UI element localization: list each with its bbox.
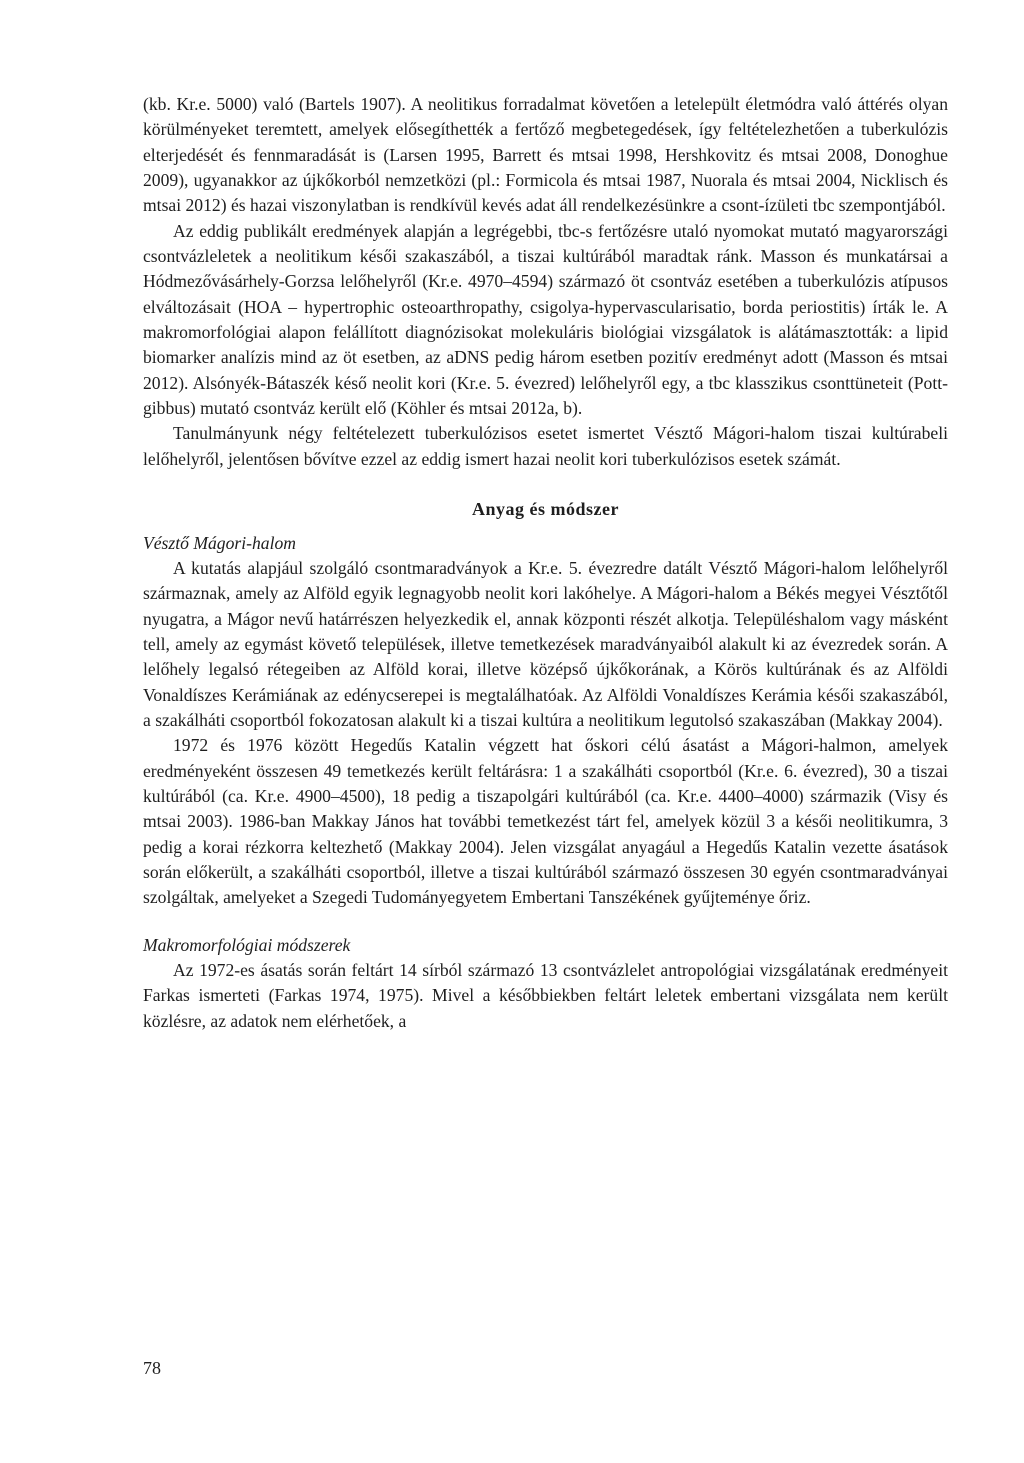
intro-paragraph-2: Az eddig publikált eredmények alapján a legrégebbi, tbc-s fertőzésre utaló nyomokat mutató magyarországi csontvázleletek a neolitikum késői szakaszából, a tiszai kultúrából maradtak ránk. Masson és munkatársai a Hódmezővásárhely-Gorzsa lelőhelyről (Kr.e. 4970–4594) származó öt csontváz esetében a tuberkulózis atípusos elváltozásait (HOA – hypertrophic osteoarthropathy, csigolya-hypervascularisatio, borda periostitis) írták le. A makromorfológiai alapon felállított diagnózisokat molekuláris biológiai vizsgálatok is alátámasztották: a lipid biomarker analízis mind az öt esetben, az aDNS pedig három esetben pozitív eredményt adott (Masson és mtsai 2012). Alsónyék-Bátaszék késő neolit kori (Kr.e. 5. évezred) lelőhelyről egy, a tbc klasszikus csonttüneteit (Pott-gibbus) mutató csontváz került elő (Köhler és mtsai 2012a, b). — [143, 220, 948, 419]
subsection-title-2: Makromorfológiai módszerek — [143, 934, 351, 955]
subsection1-paragraph-1: A kutatás alapjául szolgáló csontmaradványok a Kr.e. 5. évezredre datált Vésztő Mágori-halom lelőhelyről származnak, amely az Alföld egyik legnagyobb neolit kori lakóhelye. A Mágori-halom a Békés megyei Vésztőtől nyugatra, a Mágor nevű határrészen helyezkedik el, annak központi részét alkotja. Településhalom vagy másként tell, amely az egymást követő települések, illetve temetkezések maradványaiból alakult ki az évezredek során. A lelőhely legalsó rétegeiben az Alföld korai, illetve középső újkőkorának, a Körös kultúrának és az Alföldi Vonaldíszes Kerámiának az edénycserepei is megtalálhatóak. Az Alföldi Vonaldíszes Kerámia késői szakaszából, a szakálháti csoportból fokozatosan alakult ki a tiszai kultúra a neolitikum legutolsó szakaszában (Makkay 2004). — [143, 557, 948, 730]
intro-paragraph-3: Tanulmányunk négy feltételezett tuberkulózisos esetet ismertet Vésztő Mágori-halom tiszai kultúrabeli lelőhelyről, jelentősen bővítve ezzel az eddig ismert hazai neolit kori tuberkulózisos esetek számát. — [143, 423, 948, 469]
subsection2-paragraph-1: Az 1972-es ásatás során feltárt 14 sírból származó 13 csontvázlelet antropológiai vizsgálatának eredményeit Farkas ismerteti (Farkas 1974, 1975). Mivel a későbbiekben feltárt leletek embertani vizsgálata nem került közlésre, az adatok nem elérhetőek, a — [143, 960, 948, 1031]
subsection-title-1: Vésztő Mágori-halom — [143, 532, 296, 553]
subsection1-paragraph-2: 1972 és 1976 között Hegedűs Katalin végzett hat őskori célú ásatást a Mágori-halmon, amelyek eredményeként összesen 49 temetkezés került feltárásra: 1 a szakálháti csoportból (Kr.e. 6. évezred), 30 a tiszai kultúrából (ca. Kr.e. 4900–4500), 18 pedig a tiszapolgári kultúrából (ca. Kr.e. 4400–4000) származik (Visy és mtsai 2003). 1986-ban Makkay János hat további temetkezést tárt fel, amelyek közül 3 a késői neolitikumra, 3 pedig a korai rézkorra keltezhető (Makkay 2004). Jelen vizsgálat anyagául a Hegedűs Katalin vezette ásatások során előkerült, a szakálháti csoportból, illetve a tiszai kultúrából származó összesen 30 egyén csontmaradványai szolgáltak, amelyeket a Szegedi Tudományegyetem Embertani Tanszékének gyűjteménye őriz. — [143, 735, 948, 908]
page-number: 78 — [143, 1358, 161, 1378]
spacer — [143, 911, 948, 933]
intro-paragraph-1: (kb. Kr.e. 5000) való (Bartels 1907). A neolitikus forradalmat követően a letelepült életmódra való áttérés olyan körülményeket teremtett, amelyek elősegíthették a fertőző megbetegedések, így feltételezhetően a tuberkulózis elterjedését és fennmaradását is (Larsen 1995, Barrett és mtsai 1998, Hershkovitz és mtsai 2008, Donoghue 2009), ugyanakkor az újkőkorból nemzetközi (pl.: Formicola és mtsai 1987, Nuorala és mtsai 2004, Nicklisch és mtsai 2012) és hazai viszonylatban is rendkívül kevés adat áll rendelkezésünkre a csont-ízületi tbc szempontjából. — [143, 94, 948, 216]
document-page — [143, 92, 948, 1034]
section-heading: Anyag és módszer — [472, 499, 619, 520]
